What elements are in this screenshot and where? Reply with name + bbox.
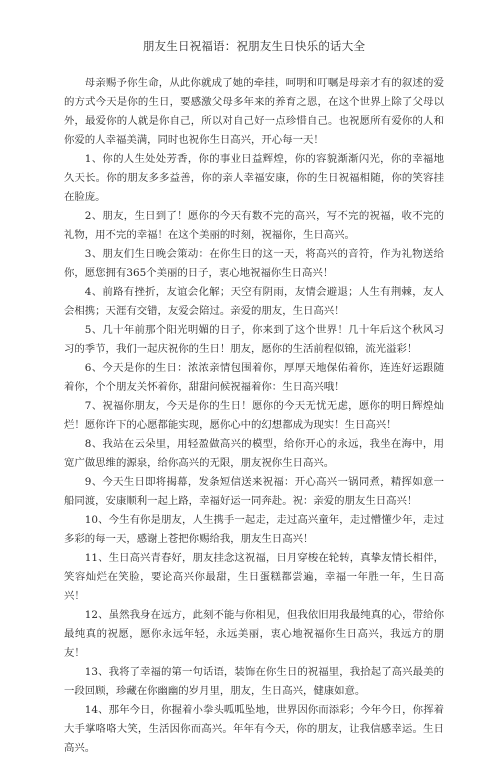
wish-item-7: 7、祝福你朋友，今天是你的生日！愿你的今天无忧无虑，愿你的明日辉煌灿烂！愿你许下的心愿都能实现，愿你心中的幻想都成为现实！生日高兴！	[64, 400, 444, 431]
intro-paragraph: 母亲赐予你生命，从此你就成了她的牵挂，呵明和叮嘱是母亲才有的叙述的爱的方式今天是你的生日，要感激父母多年来的养育之恩，在这个世界上除了父母以外，最爱你的人就是你自己，所以对自己好一点珍惜自己。也祝愿所有爱你的人和你爱的人幸福美满，同时也祝你生日高兴，开心每一天！	[64, 77, 444, 146]
wish-item-9: 9、今天生日即将揭幕，发条短信送来祝福：开心高兴一锅同煮，精挥如意一船同渡，安康顺利一起上路，幸福好运一同奔赴。祝：亲爱的朋友生日高兴！	[64, 476, 444, 507]
wish-item-1: 1、你的人生处处芳香，你的事业日益辉煌，你的容貌渐渐闪光，你的幸福地久天长。你的朋友多多益善，你的亲人幸福安康，你的生日祝福相随，你的笑容挂在脸庞。	[64, 153, 444, 203]
wish-item-5: 5、几十年前那个阳光明媚的日子，你来到了这个世界！几十年后这个秋风习习的季节，我们一起庆祝你的生日！朋友，愿你的生活前程似锦，流光溢彩！	[64, 324, 444, 355]
wish-item-13: 13、我将了幸福的第一句话语，装饰在你生日的祝福里，我拾起了高兴最美的一段回顾，珍藏在你幽幽的岁月里，朋友，生日高兴，健康如意。	[64, 666, 444, 697]
wish-item-8: 8、我站在云朵里，用轻盈做高兴的模型，给你开心的永远，我坐在海中，用宽广做思维的源泉，给你高兴的无限，朋友祝你生日高兴。	[64, 438, 444, 469]
wish-item-11: 11、生日高兴青春好，朋友挂念这祝福，日月穿梭在轮转，真挚友情长相伴，笑容灿烂在笑脸，要论高兴你最甜，生日蛋糕都尝遍，幸福一年胜一年，生日高兴！	[64, 552, 444, 602]
page-title: 朋友生日祝福语：祝朋友生日快乐的话大全	[142, 39, 366, 53]
wish-item-12: 12、虽然我身在远方，此刻不能与你相见，但我依旧用我最纯真的心，带给你最纯真的祝愿，愿你永远年轻，永远美丽，衷心地祝福你生日高兴，我远方的朋友！	[64, 609, 444, 659]
wish-item-10: 10、今生有你是朋友，人生携手一起走，走过高兴童年，走过懵懂少年，走过多彩的每一天，感谢上苍把你赐给我，朋友生日高兴！	[64, 514, 444, 545]
article-body	[64, 74, 444, 758]
wish-item-6: 6、今天是你的生日：浓浓亲情包围着你，厚厚天地保佑着你，连连好运跟随着你，个个朋友关怀着你，甜甜问候祝福着你：生日高兴哦！	[64, 362, 444, 393]
wish-item-4: 4、前路有挫折，友谊会化解；天空有阴雨，友情会避退；人生有荆棘，友人会相携；天涯有交错，友爱会陪过。亲爱的朋友，生日高兴！	[64, 286, 444, 317]
wish-item-2: 2、朋友，生日到了！愿你的今天有数不完的高兴，写不完的祝福，收不完的礼物，用不完的幸福！在这个美丽的时刻，祝福你，生日高兴。	[64, 210, 444, 241]
wish-item-14: 14、那年今日，你握着小拳头呱呱坠地，世界因你而添彩；今年今日，你挥着大手掌咯咯大笑，生活因你而高兴。年年有今天，你的朋友，让我信感幸运。生日高兴。	[64, 704, 444, 754]
wish-item-3: 3、朋友们生日晚会策动：在你生日的这一天，将高兴的音符，作为礼物送给你，愿您拥有365个美丽的日子，衷心地祝福你生日高兴！	[64, 248, 444, 279]
